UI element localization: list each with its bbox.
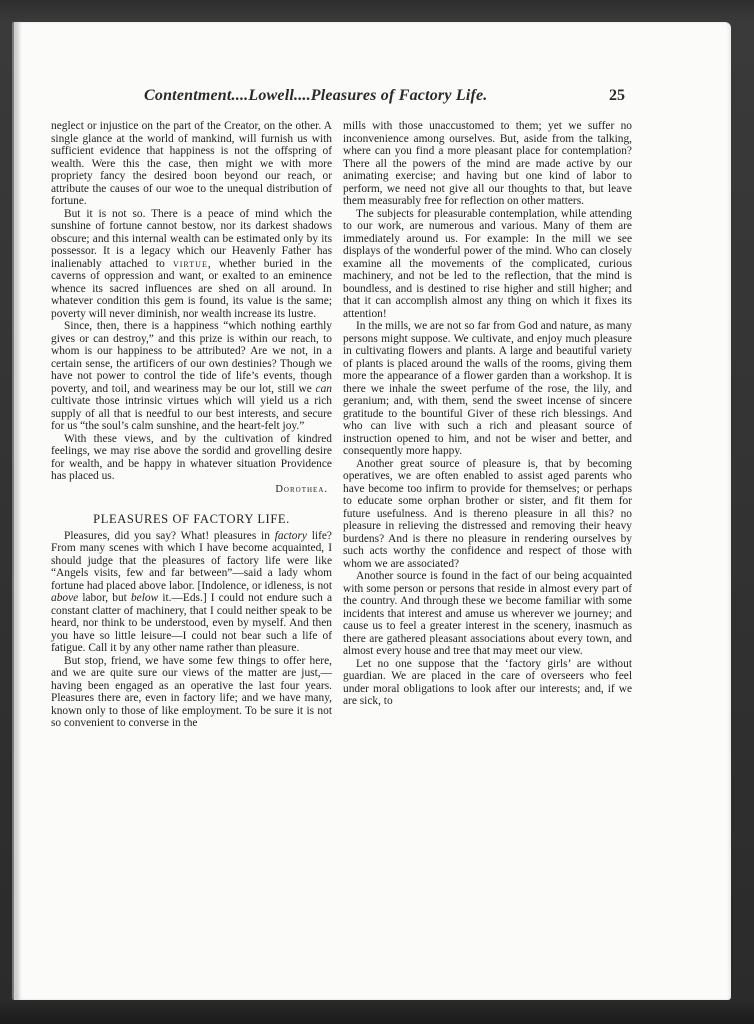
paragraph: Another great source of pleasure is, that by becoming operatives, we are often enabled to assist aged parents who have become too infirm to provide for themselves; or perhaps to educate some orphan brother or sister, and fit them for future usefulness. And is thereno pleasure in all this? no pleasure in relieving the distressed and removing their heavy burdens? And is there no pleasure in rendering ourselves by such acts worthy the confidence and respect of those with whom we are associated? (343, 457, 632, 570)
emphasis-virtue: virtue (172, 257, 208, 270)
paragraph: mills with those unaccustomed to them; yet we suffer no inconvenience among ourselves. But, aside from the talking, where can you find a more pleasant place for contemplation? There all the powers of the mind are made active by our animating exercise; and having but one kind of labor to perform, we need not give all our thoughts to that, but leave them measurably free for reflection on other matters. (343, 120, 632, 207)
paragraph: With these views, and by the cultivation of kindred feelings, we may rise above the sordid and grovelling desire for wealth, and be happy in whatever situation Providence has placed us. (51, 432, 332, 482)
running-title: Contentment....Lowell....Pleasures of Factory Life. (144, 87, 488, 104)
paragraph: But it is not so. There is a peace of mind which the sunshine of fortune cannot bestow, nor its darkest shadows obscure; and this internal wealth can be estimated only by its possessor. It is a legacy which our Heavenly Father has inalienably attached to virtue, whether buried in the caverns of oppression and want, or exalted to an eminence whence its sacred influences are shed on all around. In whatever condition this gem is found, its value is the same; poverty will never diminish, nor wealth increase its lustre. (51, 207, 333, 320)
paragraph: Let no one suppose that the ‘factory girls’ are without guardian. We are placed in the care of overseers who feel under moral obligations to look after our interests; and, if we are sick, to (343, 657, 632, 707)
paragraph: Since, then, there is a happiness “which nothing earthly gives or can destroy,” and this prize is within our reach, to whom is our happiness to be attributed? Are we not, in a certain sense, the artificers of our own destinies? Though we have not power to control the tide of life’s events, though poverty, and toil, and weariness may be our lot, still we can cultivate those intrinsic virtues which will yield us a rich supply of all that is needful to our best interests, and secure for us “the soul’s calm sunshine, and the heart-felt joy.” (51, 320, 332, 432)
paragraph: The subjects for pleasurable contemplation, while attending to our work, are numerous and various. Many of them are immediately around us. For example: In the mill we see displays of the wonderful power of the mind. Who can closely examine all the movements of the complicated, curious machinery, and not be led to the reflection, that the mind is boundless, and is destined to rise higher and still higher; and that it can accomplish almost any thing on which it fixes its attention! (343, 207, 632, 320)
paragraph: neglect or injustice on the part of the Creator, on the other. A single glance at the world of mankind, will furnish us with sufficient evidence that happiness is not the offspring of wealth. Were this the case, then might we with more propriety fancy the desired boon beyond our reach, or attribute the causes of our woe to the unequal distribution of fortune. (51, 120, 332, 207)
paragraph: Another source is found in the fact of our being acquainted with some person or persons that reside in almost every part of the country. And through these we become familiar with some incidents that interest and amuse us wherever we journey; and cause us to feel a greater interest in the scenery, inasmuch as there are gathered pleasant associations about every town, and almost every house and tree that may meet our view. (343, 570, 632, 657)
left-column (51, 120, 332, 730)
paragraph: Pleasures, did you say? What! pleasures in factory life? From many scenes with which I have become acquainted, I should judge that the pleasures of factory life were like “Angels visits, few and far between”—said a lady whom fortune had placed above labor. [Indolence, or idleness, is not above labor, but below it.—Eds.] I could not endure such a constant clatter of machinery, that I could neither speak to be heard, nor think to be understood, even by myself. And then you have so little leisure—I could not bear such a life of fatigue. Call it by any other name rather than pleasure. (51, 529, 332, 654)
paragraph: But stop, friend, we have some few things to offer here, and we are quite sure our views of the matter are just,—having been engaged as an operative the last four years. Pleasures there are, even in factory life; and we have many, known only to those of like employment. To be sure it is not so convenient to converse in the (51, 654, 332, 729)
article-title: PLEASURES OF FACTORY LIFE. (93, 512, 290, 526)
author-signature: Dorothea. (275, 483, 328, 495)
paragraph: In the mills, we are not so far from God and nature, as many persons might suppose. We cultivate, and enjoy much pleasure in cultivating flowers and plants. A large and beautiful variety of plants is placed around the walls of the rooms, giving them more the appearance of a flower garden than a workshop. It is there we inhale the sweet perfume of the rose, the lily, and geranium; and, with them, send the sweet incense of sincere gratitude to the bountiful Giver of these rich blessings. And who can live with such a rich and pleasant source of instruction opened to him, and not be wiser and better, and consequently more happy. (343, 320, 632, 457)
emphasis-can: can (315, 382, 332, 395)
right-column (343, 120, 632, 708)
page-number: 25 (609, 87, 625, 104)
book-page (12, 22, 731, 1000)
